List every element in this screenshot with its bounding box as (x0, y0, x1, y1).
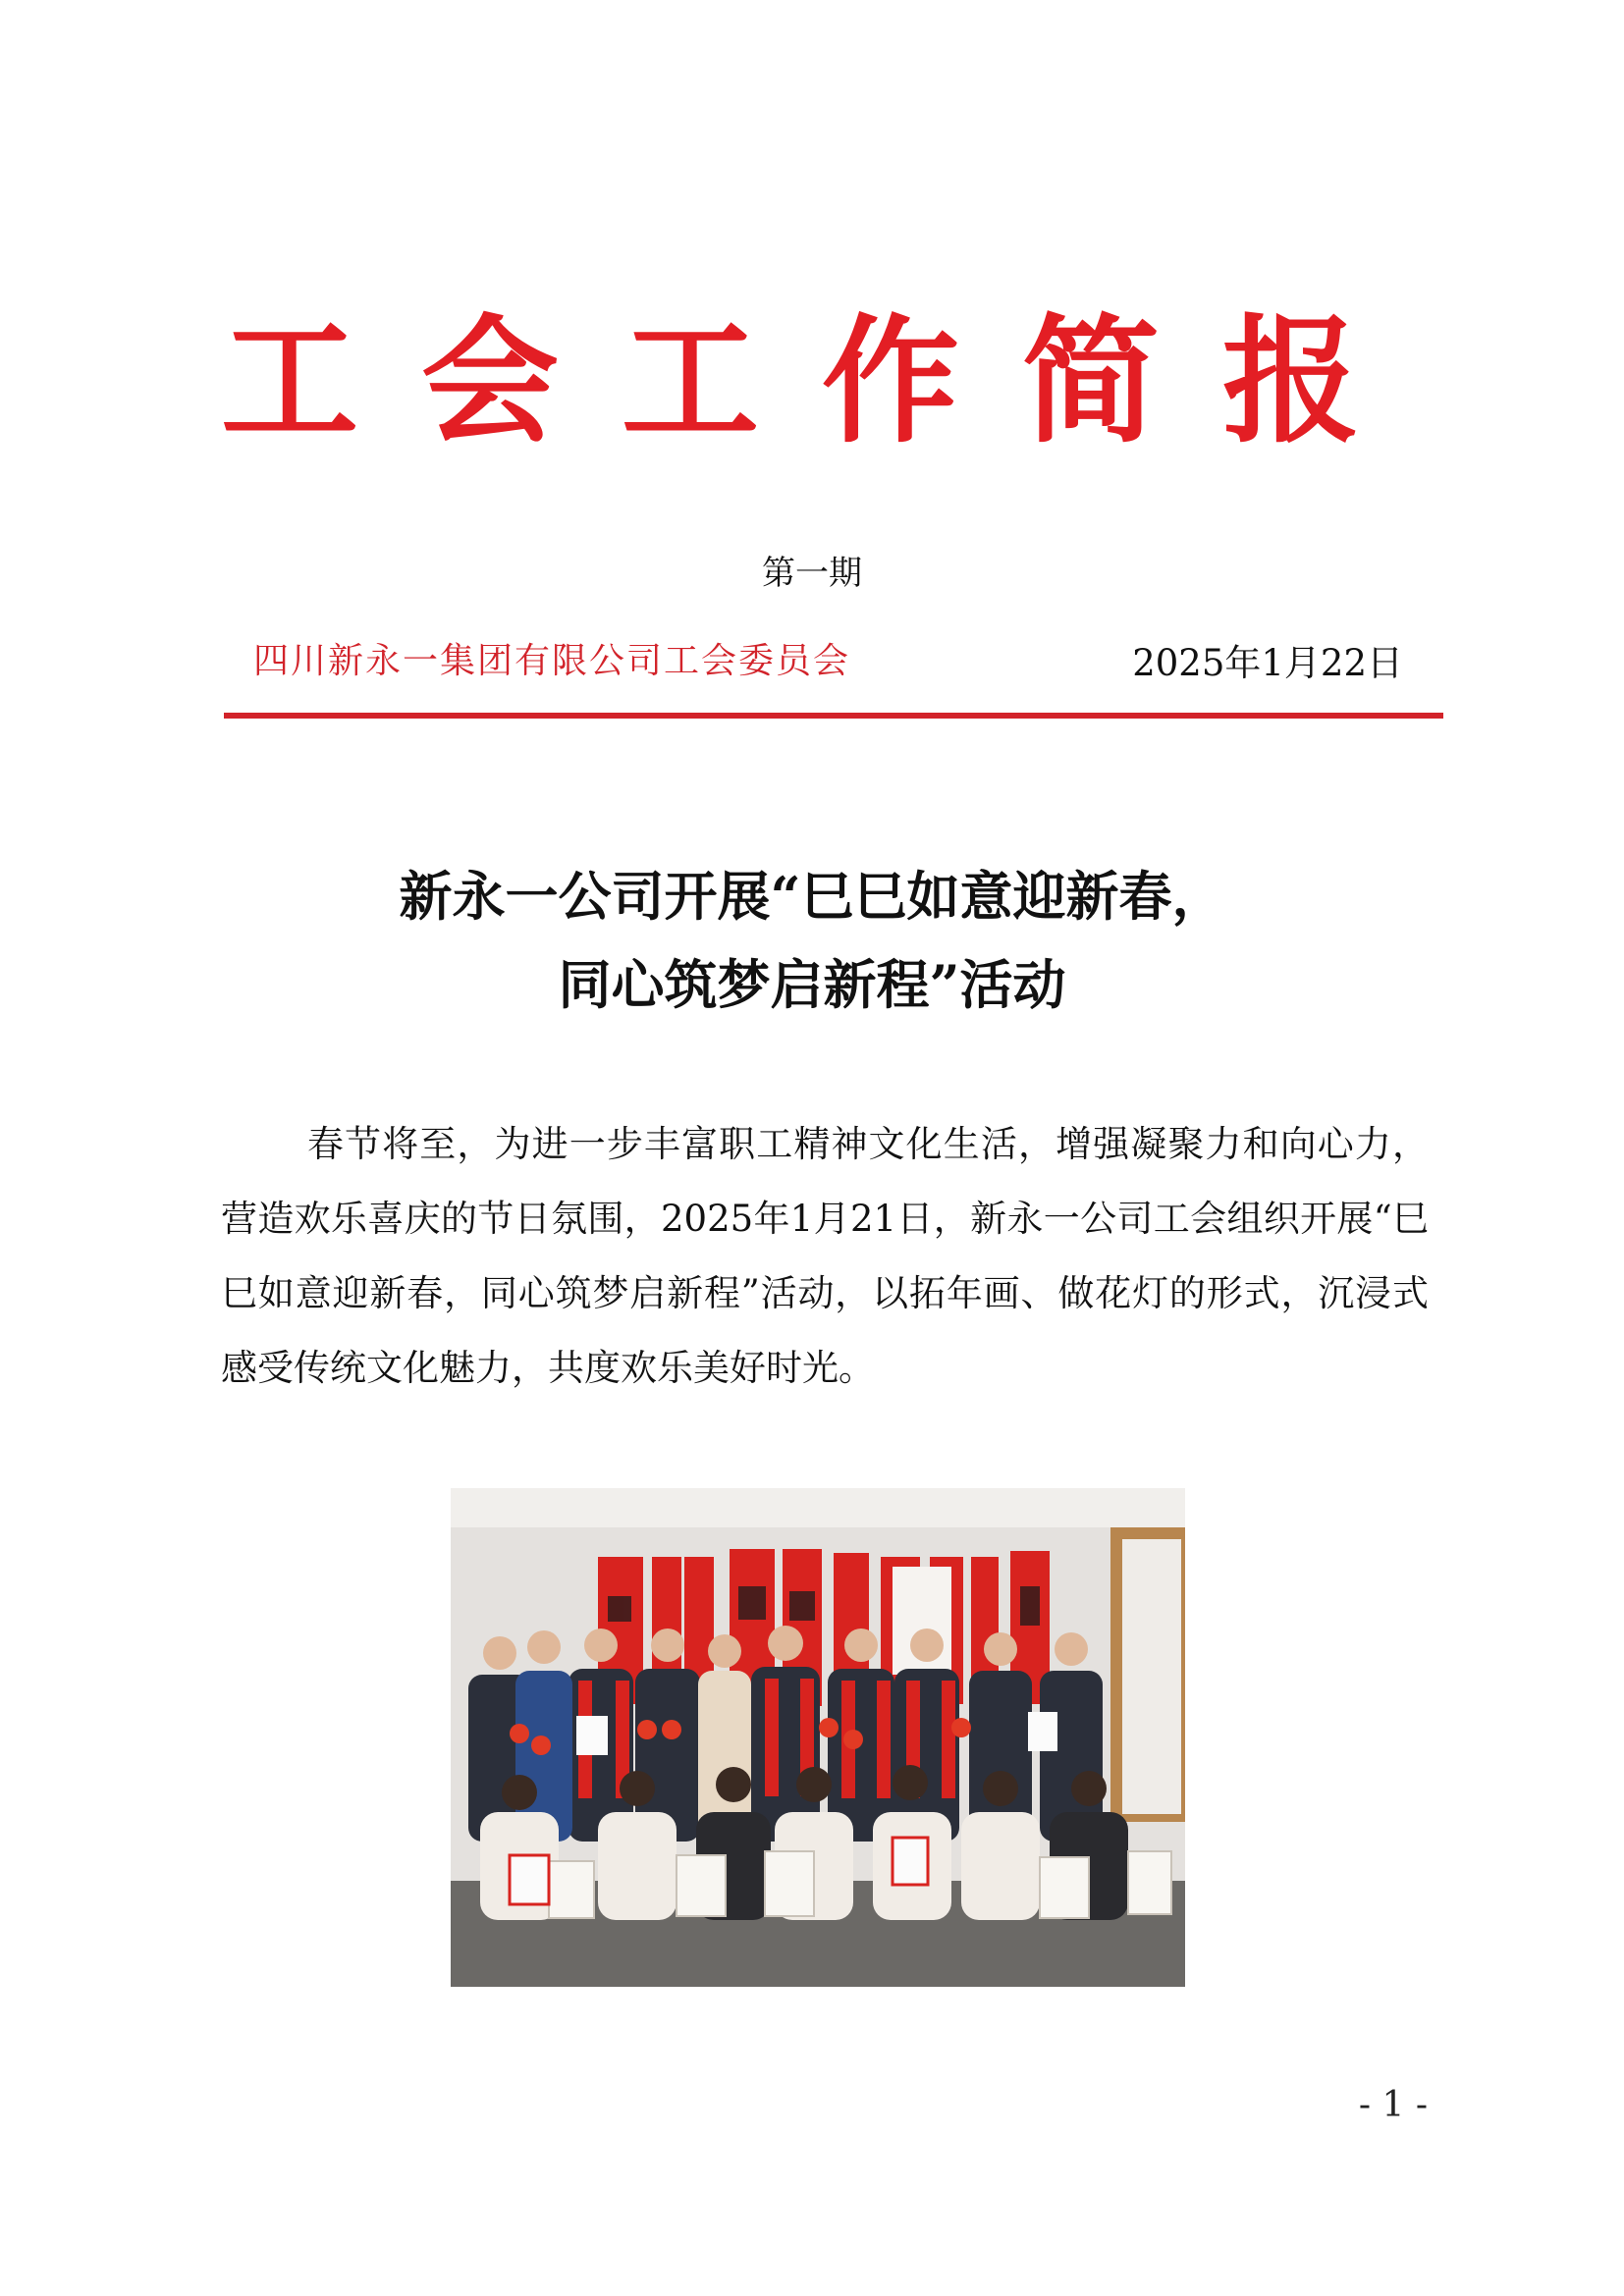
group-photo (451, 1488, 1185, 1987)
article-title (0, 852, 1624, 1029)
article-body (221, 1107, 1429, 1406)
page-number: - 1 - (1358, 2085, 1428, 2125)
article-title-line-2: 同心筑梦启新程”活动 (558, 953, 1066, 1016)
organization-name: 四川新永一集团有限公司工会委员会 (253, 641, 851, 681)
masthead-char: 简 (1021, 302, 1160, 462)
masthead-char: 报 (1221, 302, 1360, 462)
masthead-char: 作 (821, 302, 959, 462)
masthead-char: 工 (621, 302, 759, 462)
header-divider (224, 713, 1443, 719)
publish-date: 2025年1月22日 (1132, 642, 1403, 684)
article-paragraph: 春节将至，为进一步丰富职工精神文化生活，增强凝聚力和向心力，营造欢乐喜庆的节日氛围，2025年1月21日，新永一公司工会组织开展“巳巳如意迎新春，同心筑梦启新程”活动，以拓年画、做花灯的形式，沉浸式感受传统文化魅力，共度欢乐美好时光。 (221, 1123, 1429, 1389)
issue-number: 第一期 (762, 554, 862, 593)
masthead-char: 工 (221, 302, 359, 462)
masthead-char: 会 (420, 302, 559, 462)
article-title-line-1: 新永一公司开展“巳巳如意迎新春， (399, 865, 1225, 928)
masthead-title (221, 304, 1360, 461)
